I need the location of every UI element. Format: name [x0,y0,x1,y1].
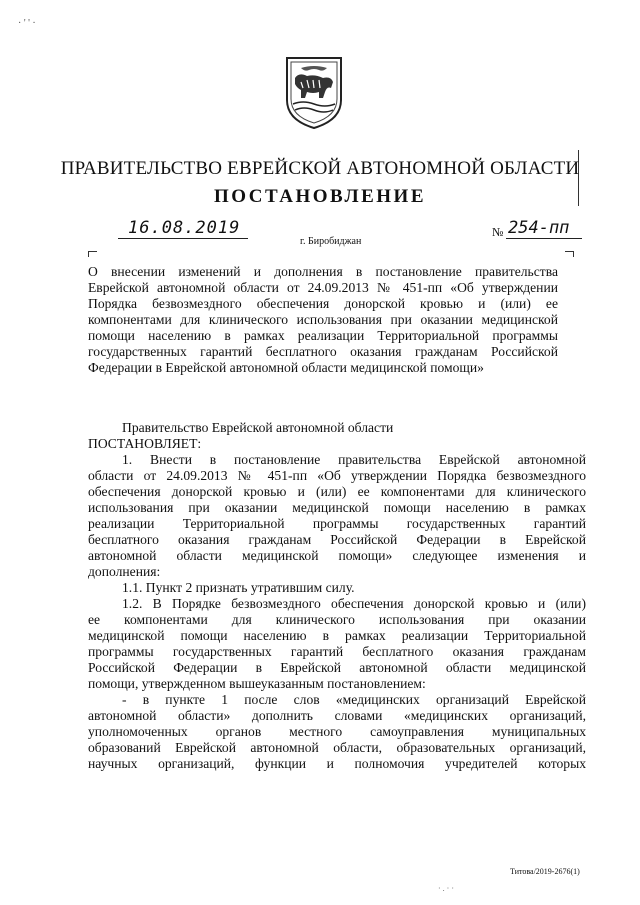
date-underline [118,238,248,239]
body-line: образований Еврейской автономной области, образовательных организаций, [88,740,586,755]
body-line: уполномоченных органов местного самоуправления муниципальных [88,724,586,739]
body-line: области от 24.09.2013 № 451-пп «Об утверждении Порядка безвозмездного [88,468,586,483]
coat-of-arms-icon [279,48,349,132]
body-line: помощи, утвержденном вышеуказанным постановлением: [88,676,426,691]
number-underline [506,238,582,239]
title-line: Еврейской автономной области от 24.09.2013 № 451-пп «Об утверждении [88,280,558,295]
title-line: Федерации в Еврейской автономной области медицинской помощи» [88,360,484,375]
body-line: реализации Территориальной программы государственных гарантий [88,516,586,531]
number-label: № [492,225,504,239]
body-line: ее компонентами для клинического использования при оказании [88,612,586,627]
margin-scribble: · ' ' · [18,18,36,29]
government-title: ПРАВИТЕЛЬСТВО ЕВРЕЙСКОЙ АВТОНОМНОЙ ОБЛАСТИ [60,158,580,179]
title-line: компонентами для клинического использования при оказании медицинской [88,312,558,327]
body-line: Правительство Еврейской автономной области [122,420,394,435]
title-line: помощи населению в рамках реализации Территориальной программы [88,328,558,343]
title-line: О внесении изменений и дополнения в постановление правительства [88,264,558,279]
body-line: 1.1. Пункт 2 признать утратившим силу. [122,580,355,595]
document-type: ПОСТАНОВЛЕНИЕ [213,186,427,207]
decree-date: 16.08.2019 [128,218,241,238]
decree-number: 254-пп [508,218,570,238]
body-line: 1. Внести в постановление правительства Еврейской автономной [122,452,586,467]
body-line: дополнения: [88,564,161,579]
body-line: использования при оказании медицинской помощи населению в рамках [88,500,586,515]
footer-reference: Титова/2019-2676(1) [510,867,580,876]
title-line: государственных гарантий бесплатного оказания гражданам Российской [88,344,558,359]
city-label: г. Биробиджан [300,236,362,247]
title-corner-right [565,251,574,257]
body-line: 1.2. В Порядке безвозмездного обеспечения донорской кровью и (или) [122,596,586,611]
body-line: медицинской помощи населению в рамках реализации Территориальной [88,628,586,643]
body-line: ПОСТАНОВЛЯЕТ: [88,436,202,451]
title-line: Порядка безвозмездного обеспечения донорской кровью и (или) ее [88,296,558,311]
body-line: - в пункте 1 после слов «медицинских организаций Еврейской [122,692,586,707]
title-corner-left [88,251,97,257]
body-line: научных организаций, функции и полномочия учредителей которых [88,756,586,771]
body-line: обеспечения донорской кровью и (или) ее компонентами для клинического [88,484,586,499]
body-line: автономной области» дополнить словами «медицинских организаций, [88,708,586,723]
body-line: программы государственных гарантий бесплатного оказания гражданам [88,644,586,659]
bottom-scan-mark: · . · · [438,884,454,893]
body-line: бесплатного оказания гражданам Российской Федерации в Еврейской [88,532,586,547]
body-line: автономной области медицинской помощи» следующее изменения и [88,548,586,563]
body-line: Российской Федерации в Еврейской автономной области медицинской [88,660,586,675]
